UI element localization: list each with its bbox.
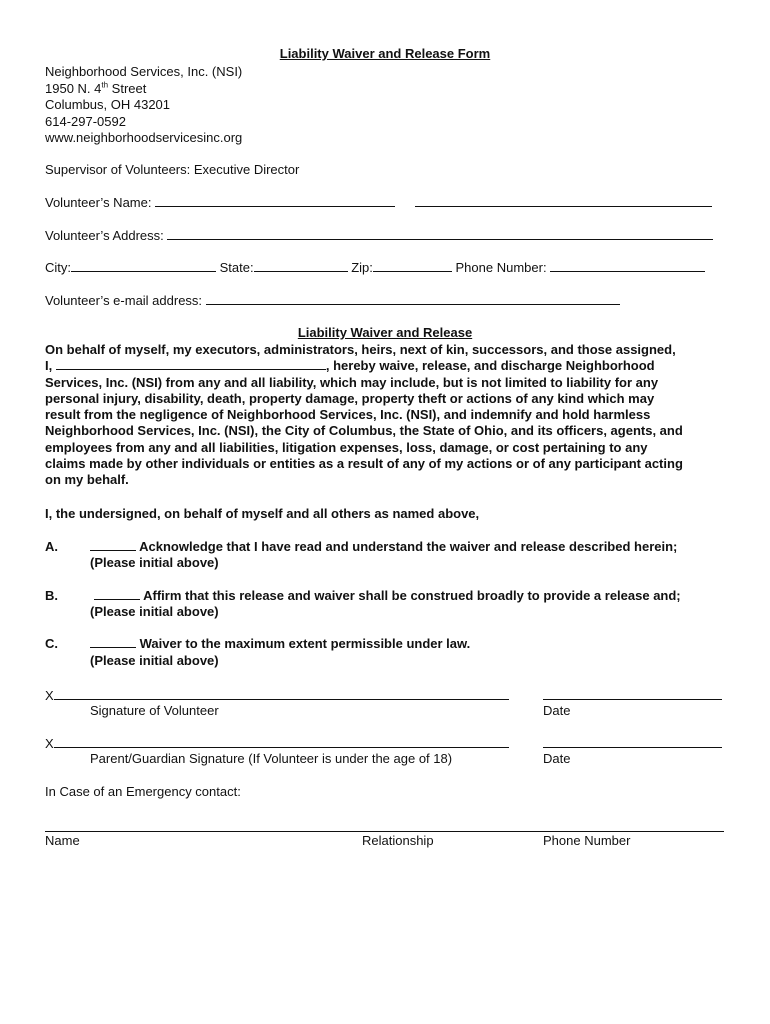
item-a xyxy=(90,539,677,556)
waiver-line: claims made by other individuals or entities as a result of any of my actions or of any participant acting xyxy=(45,456,683,472)
initial-field-a[interactable] xyxy=(90,539,136,551)
guardian-signature-row xyxy=(45,735,509,753)
form-title: Liability Waiver and Release Form xyxy=(279,46,491,61)
waiver-line-name: I, , hereby waive, release, and discharge Neighborhood xyxy=(45,358,655,374)
zip-label: Zip: xyxy=(351,260,373,275)
volunteer-date-field[interactable] xyxy=(543,687,722,700)
item-note: (Please initial above) xyxy=(90,555,219,570)
city-field[interactable] xyxy=(71,260,216,272)
org-address-block xyxy=(45,64,242,147)
state-field[interactable] xyxy=(254,260,348,272)
waiver-line: Neighborhood Services, Inc. (NSI), the City of Columbus, the State of Ohio, and its officers, agents, and xyxy=(45,423,683,439)
waiver-line: hereby waive, release, and discharge Neighborhood xyxy=(333,358,655,374)
volunteer-name-row xyxy=(45,195,712,212)
emergency-phone-caption: Phone Number xyxy=(543,833,631,848)
waiver-line: on my behalf. xyxy=(45,472,129,488)
guardian-signature-field[interactable] xyxy=(54,735,509,748)
item-c xyxy=(90,636,470,653)
item-letter: A. xyxy=(45,539,58,554)
zip-field[interactable] xyxy=(373,260,452,272)
volunteer-name-field-1[interactable] xyxy=(155,195,395,207)
waiver-line: personal injury, disability, death, property damage, property theft or actions of any kind which may xyxy=(45,390,655,406)
x-mark: X xyxy=(45,736,54,751)
x-mark: X xyxy=(45,688,54,703)
city-state-zip-row xyxy=(45,260,705,277)
item-b xyxy=(94,588,681,605)
city-label: City: xyxy=(45,260,71,275)
street-suffix: th xyxy=(101,80,109,90)
volunteer-address-row xyxy=(45,228,713,245)
org-city: Columbus, OH 43201 xyxy=(45,97,171,112)
item-note: (Please initial above) xyxy=(90,604,219,619)
org-name: Neighborhood Services, Inc. (NSI) xyxy=(45,64,243,79)
waiver-line: Services, Inc. (NSI) from any and all liability, which may include, but is not limited to liability for any xyxy=(45,374,659,390)
emergency-name-caption: Name xyxy=(45,833,80,848)
waiver-line: result from the negligence of Neighborhood Services, Inc. (NSI), and indemnify and hold harmless xyxy=(45,407,651,423)
emergency-label: In Case of an Emergency contact: xyxy=(45,784,241,799)
section-title: Liability Waiver and Release xyxy=(297,325,473,340)
item-text: Waiver to the maximum extent permissible under law. xyxy=(139,636,471,651)
undersigned-line: I, the undersigned, on behalf of myself and all others as named above, xyxy=(45,506,480,521)
volunteer-name-label: Volunteer’s Name: xyxy=(45,195,152,210)
item-letter: B. xyxy=(45,588,58,603)
email-row xyxy=(45,293,620,310)
volunteer-address-field[interactable] xyxy=(167,228,713,240)
volunteer-name-field-2[interactable] xyxy=(415,195,712,207)
waiver-name-field[interactable] xyxy=(56,358,326,370)
waiver-line: employees from any and all liabilities, litigation expenses, loss, damage, or cost pertaining to any xyxy=(45,439,648,455)
street-name: Street xyxy=(108,80,147,96)
phone-number-field[interactable] xyxy=(550,260,705,272)
guardian-signature-caption: Parent/Guardian Signature (If Volunteer is under the age of 18) xyxy=(90,751,453,766)
volunteer-signature-caption: Signature of Volunteer xyxy=(90,703,219,718)
waiver-line: On behalf of myself, my executors, administrators, heirs, next of kin, successors, and those assigned, xyxy=(45,342,676,357)
email-label: Volunteer’s e-mail address: xyxy=(45,293,203,308)
org-website[interactable]: www.neighborhoodservicesinc.org xyxy=(45,130,243,145)
email-field[interactable] xyxy=(206,293,620,305)
waiver-paragraph xyxy=(45,342,727,489)
supervisor-line: Supervisor of Volunteers: Executive Director xyxy=(45,162,300,177)
volunteer-signature-field[interactable] xyxy=(54,687,509,700)
item-text: Acknowledge that I have read and understand the waiver and release described herein; xyxy=(139,539,678,554)
initial-field-c[interactable] xyxy=(90,636,136,648)
street-number: 1950 N. 4 xyxy=(45,80,102,96)
item-text: Affirm that this release and waiver shall be construed broadly to provide a release and; xyxy=(143,588,681,603)
item-note: (Please initial above) xyxy=(90,653,219,668)
volunteer-signature-row xyxy=(45,687,509,705)
phone-number-label: Phone Number: xyxy=(455,260,547,275)
emergency-contact-field[interactable] xyxy=(45,830,724,832)
date-caption: Date xyxy=(543,703,571,718)
volunteer-address-label: Volunteer’s Address: xyxy=(45,228,164,243)
state-label: State: xyxy=(219,260,254,275)
org-phone: 614-297-0592 xyxy=(45,113,126,129)
org-street xyxy=(45,81,242,98)
item-letter: C. xyxy=(45,636,58,651)
guardian-date-field[interactable] xyxy=(543,735,722,748)
waiver-i: I, xyxy=(45,358,53,374)
date-caption: Date xyxy=(543,751,571,766)
initial-field-b[interactable] xyxy=(94,588,140,600)
emergency-relationship-caption: Relationship xyxy=(362,833,434,848)
